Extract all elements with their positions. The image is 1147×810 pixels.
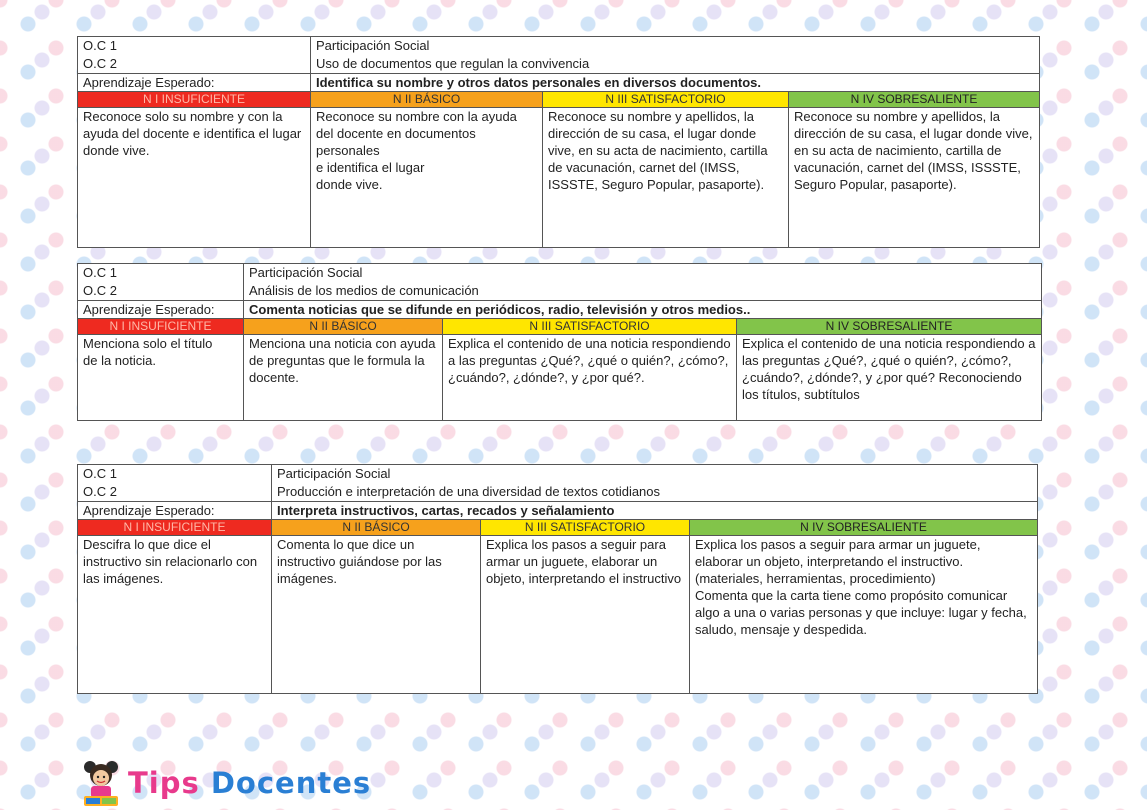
descriptor-level-3: Reconoce su nombre y apellidos, la dirección de su casa, el lugar donde vive, en su acta de nacimiento, cartilla de vacunación, carnet del (IMSS, ISSSTE, Seguro Popular, pasaporte). xyxy=(543,108,789,248)
oc2-label: O.C 2 xyxy=(83,283,117,298)
teacher-mascot-icon xyxy=(78,758,124,808)
descriptor-level-1: Reconoce solo su nombre y con la ayuda del docente e identifica el lugar donde vive. xyxy=(78,108,311,248)
oc1-label: O.C 1 xyxy=(83,265,117,280)
oc-row xyxy=(78,37,1040,74)
oc-labels xyxy=(78,264,244,301)
ae-row xyxy=(78,74,1040,92)
levels-row xyxy=(78,319,1042,335)
oc-row xyxy=(78,465,1038,502)
level-4-header: N IV SOBRESALIENTE xyxy=(737,319,1042,335)
topic-1: Participación Social xyxy=(249,265,363,280)
brand-word-2: Docentes xyxy=(210,766,372,800)
topic-cell xyxy=(272,465,1038,502)
topic-2: Producción e interpretación de una diversidad de textos cotidianos xyxy=(277,484,661,499)
rubric-table-3 xyxy=(77,464,1038,694)
descriptor-row xyxy=(78,536,1038,694)
descriptor-level-3: Explica los pasos a seguir para armar un juguete, elaborar un objeto, interpretando el instructivo xyxy=(481,536,690,694)
topic-cell xyxy=(244,264,1042,301)
level-4-header: N IV SOBRESALIENTE xyxy=(690,520,1038,536)
ae-label: Aprendizaje Esperado: xyxy=(78,502,272,520)
level-3-header: N III SATISFACTORIO xyxy=(481,520,690,536)
descriptor-level-4: Explica los pasos a seguir para armar un juguete, elaborar un objeto, interpretando el instructivo. (materiales, herramientas, procedimiento) Comenta que la carta tiene como propósito comunicar algo a una o varias personas y que incluye: lugar y fecha, saludo, mensaje y despedida. xyxy=(690,536,1038,694)
rubric-table-1 xyxy=(77,36,1040,248)
level-2-header: N II BÁSICO xyxy=(311,92,543,108)
descriptor-level-2: Menciona una noticia con ayuda de preguntas que le formula la docente. xyxy=(244,335,443,421)
ae-row xyxy=(78,301,1042,319)
ae-row xyxy=(78,502,1038,520)
topic-2: Análisis de los medios de comunicación xyxy=(249,283,479,298)
level-1-header: N I INSUFICIENTE xyxy=(78,520,272,536)
level-1-header: N I INSUFICIENTE xyxy=(78,319,244,335)
oc-row xyxy=(78,264,1042,301)
descriptor-level-2: Comenta lo que dice un instructivo guiándose por las imágenes. xyxy=(272,536,481,694)
descriptor-level-1: Menciona solo el título de la noticia. xyxy=(78,335,244,421)
descriptor-level-2: Reconoce su nombre con la ayuda del docente en documentos personales e identifica el lugar donde vive. xyxy=(311,108,543,248)
oc-labels xyxy=(78,465,272,502)
oc1-label: O.C 1 xyxy=(83,466,117,481)
topic-1: Participación Social xyxy=(277,466,391,481)
brand-word-1: Tips xyxy=(128,766,200,800)
topic-2: Uso de documentos que regulan la convivencia xyxy=(316,56,590,71)
level-3-header: N III SATISFACTORIO xyxy=(443,319,737,335)
brand-logo xyxy=(78,757,371,809)
level-2-header: N II BÁSICO xyxy=(244,319,443,335)
ae-text: Identifica su nombre y otros datos personales en diversos documentos. xyxy=(311,74,1040,92)
brand-name xyxy=(128,766,371,800)
descriptor-level-4: Reconoce su nombre y apellidos, la dirección de su casa, el lugar donde vive, en su acta de nacimiento, cartilla de vacunación, carnet del (IMSS, ISSSTE, Seguro Popular, pasaporte). xyxy=(789,108,1040,248)
level-3-header: N III SATISFACTORIO xyxy=(543,92,789,108)
oc2-label: O.C 2 xyxy=(83,56,117,71)
descriptor-level-4: Explica el contenido de una noticia respondiendo a las preguntas ¿Qué?, ¿qué o quién?, ¿cómo?, ¿cuándo?, ¿dónde?, y ¿por qué? Reconociendo los títulos, subtítulos xyxy=(737,335,1042,421)
levels-row xyxy=(78,520,1038,536)
level-2-header: N II BÁSICO xyxy=(272,520,481,536)
descriptor-row xyxy=(78,108,1040,248)
ae-label: Aprendizaje Esperado: xyxy=(78,301,244,319)
level-1-header: N I INSUFICIENTE xyxy=(78,92,311,108)
oc-labels xyxy=(78,37,311,74)
descriptor-row xyxy=(78,335,1042,421)
descriptor-level-1: Descifra lo que dice el instructivo sin relacionarlo con las imágenes. xyxy=(78,536,272,694)
oc2-label: O.C 2 xyxy=(83,484,117,499)
level-4-header: N IV SOBRESALIENTE xyxy=(789,92,1040,108)
rubric-table-2 xyxy=(77,263,1042,421)
oc1-label: O.C 1 xyxy=(83,38,117,53)
topic-cell xyxy=(311,37,1040,74)
ae-label: Aprendizaje Esperado: xyxy=(78,74,311,92)
topic-1: Participación Social xyxy=(316,38,430,53)
ae-text: Interpreta instructivos, cartas, recados y señalamiento xyxy=(272,502,1038,520)
levels-row xyxy=(78,92,1040,108)
ae-text: Comenta noticias que se difunde en periódicos, radio, televisión y otros medios.. xyxy=(244,301,1042,319)
descriptor-level-3: Explica el contenido de una noticia respondiendo a las preguntas ¿Qué?, ¿qué o quién?, ¿cómo?, ¿cuándo?, ¿dónde?, y ¿por qué?. xyxy=(443,335,737,421)
